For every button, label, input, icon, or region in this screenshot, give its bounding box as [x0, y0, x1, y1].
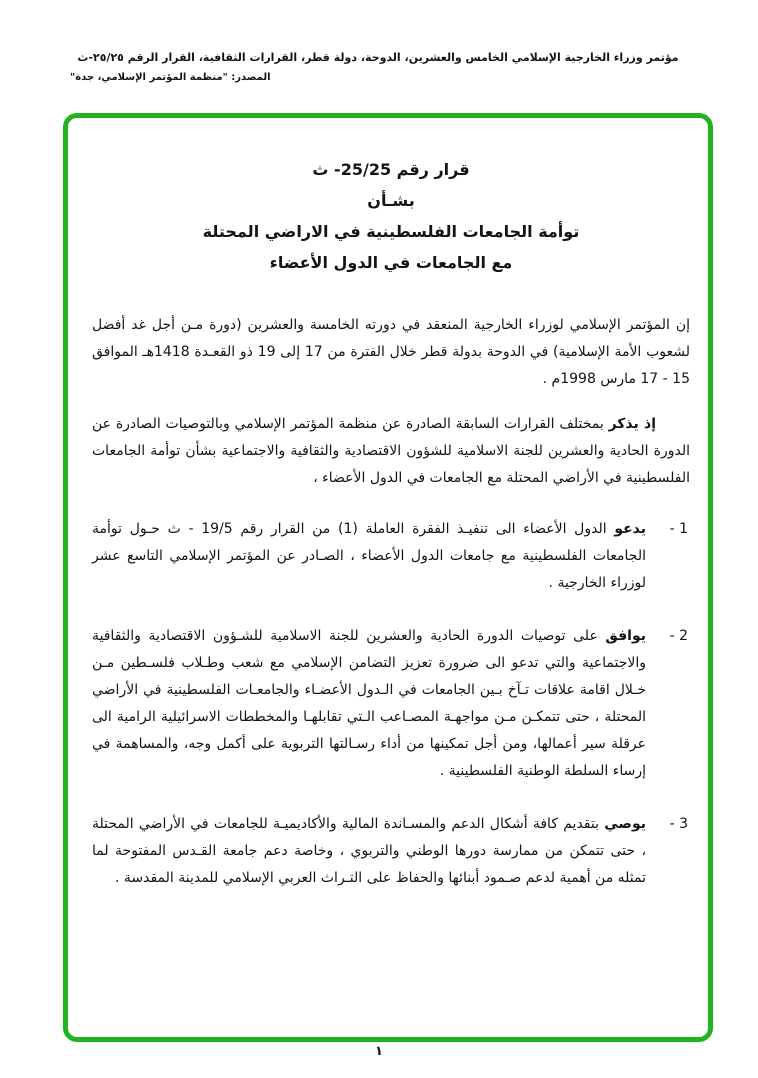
title-concerning: بشـأن	[367, 191, 415, 210]
resolution-item-1	[92, 516, 690, 597]
item-3-body: بتقديم كافة أشكال الدعم والمسـاندة المالية والأكاديميـة للجامعات في الأراضي المحتلة ، حتى تتمكن من ممارسة دورها الوطني والتربوي ، وخاصة دعم جامعة القـدس المفتوحة لما تمثله من أهمية لدعم صـمود أبنائها والحفاظ على التـراث العربي الإسلامي للمدينة المقدسة .	[92, 816, 646, 886]
recall-paragraph	[92, 411, 690, 492]
document-header	[70, 50, 686, 83]
resolution-item-3	[92, 811, 690, 892]
resolution-item-2	[92, 623, 690, 785]
item-1-text	[92, 516, 646, 597]
header-citation: مؤتمر وزراء الخارجية الإسلامي الخامس والعشرين، الدوحة، دولة قطر، القرارات الثقافية، القرار الرقم ٢٥/٢٥-ث	[77, 51, 679, 64]
header-source: المصدر: "منظمة المؤتمر الإسلامي، جدة"	[70, 72, 271, 83]
decision-border-box	[63, 113, 713, 1042]
title-subject-line2: مع الجامعات في الدول الأعضاء	[269, 253, 513, 272]
item-3-number: 3 -	[669, 816, 688, 832]
page-number: ١	[375, 1044, 383, 1059]
item-1-lead-word: يدعو	[614, 521, 646, 537]
recall-lead-word: إذ يذكر	[608, 416, 656, 432]
title-subject-line1: توأمة الجامعات الفلسطينية في الاراضي المحتلة	[202, 222, 580, 241]
item-3-lead-word: يوصي	[604, 816, 646, 832]
item-1-number: 1 -	[669, 521, 688, 537]
decision-title	[92, 154, 690, 278]
title-resolution-number: قرار رقم 25/25- ث	[312, 160, 470, 179]
recall-text: بمختلف القرارات السابقة الصادرة عن منظمة المؤتمر الإسلامي وبالتوصيات الصادرة عن الدورة الحادية والعشرين للجنة الاسلامية للشؤون الاقتصادية والثقافية والاجتماعية بشأن توأمة الجامعات الفلسطينية في الأراضي المحتلة مع الجامعات في الدول الأعضاء ،	[92, 416, 690, 486]
intro-paragraph: إن المؤتمر الإسلامي لوزراء الخارجية المنعقد في دورته الخامسة والعشرين (دورة مـن أجل غد أفضل لشعوب الأمة الإسلامية) في الدوحة بدولة قطر خلال الفترة من 17 إلى 19 ذو القعـدة 1418هـ الموافق 15 - 17 مارس 1998م .	[92, 317, 690, 387]
item-2-body: على توصيات الدورة الحادية والعشرين للجنة الاسلامية للشـؤون الاقتصادية والثقافية والاجتماعية والتي تدعو الى ضرورة تعزيز التضامن الإسلامي مع شعب وطـلاب فلسـطين مـن خـلال اقامة علاقات تـآخ بـين الجامعات في الـدول الأعضـاء والجامعـات الفلسطينية في الأراضي المحتلة ، حتى تتمكـن مـن مواجهـة المصـاعب الـتي تقابلهـا والمخططات الاسرائيلية الرامية الى عرقلة سير أعمالها، ومن أجل تمكينها من أداء رسـالتها التربوية على أكمل وجه، والمساهمة في إرساء السلطة الوطنية الفلسطينية .	[92, 628, 646, 779]
item-2-number: 2 -	[669, 628, 688, 644]
item-1-body: الدول الأعضاء الى تنفيـذ الفقرة العاملة (1) من القرار رقم 19/5 - ث حـول توأمة الجامعات الفلسطينية مع جامعات الدول الأعضاء ، الصـادر عن المؤتمر الإسلامي التاسع عشر لوزراء الخارجية .	[92, 521, 646, 591]
item-2-lead-word: يوافق	[605, 628, 646, 644]
item-2-text	[92, 623, 646, 785]
item-3-text	[92, 811, 646, 892]
